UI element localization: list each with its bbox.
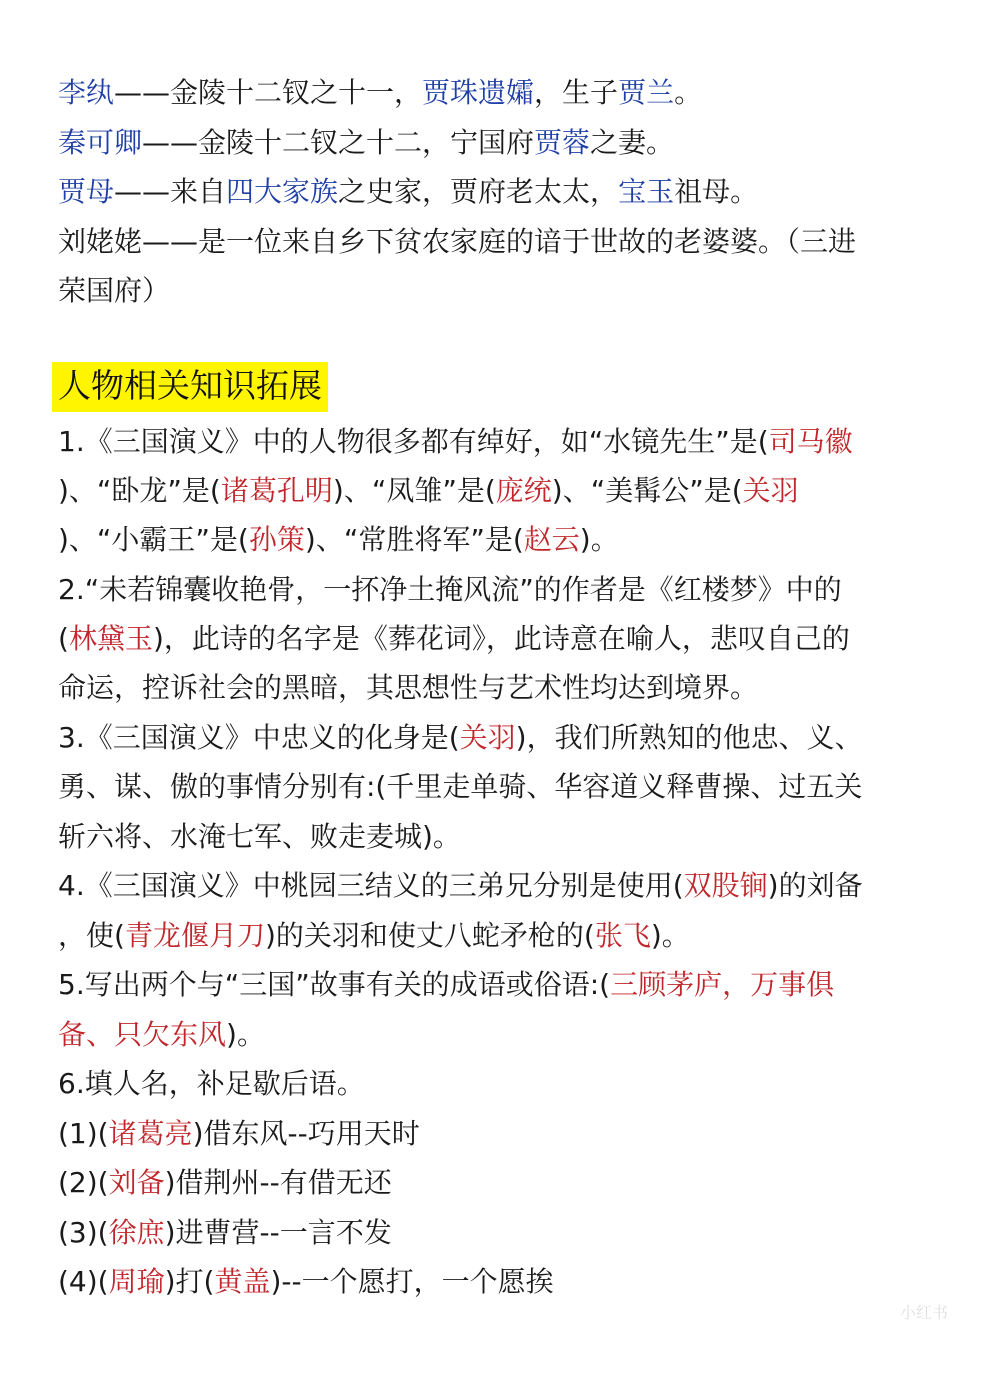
- name-highlight: 贾珠遗孀: [422, 76, 535, 109]
- character-line-jia-mu: [58, 172, 938, 212]
- text-run: ——金陵十二钗之十一，: [114, 76, 423, 109]
- knowledge-item-5: [58, 965, 938, 1005]
- answer-text: 赵云: [523, 523, 580, 556]
- knowledge-item-3-cont: [58, 767, 938, 807]
- text-run: )。: [579, 523, 619, 556]
- text-run: )借荆州--有借无还: [164, 1166, 392, 1199]
- watermark: 小红书: [899, 1303, 948, 1322]
- section-heading: 人物相关知识拓展: [58, 366, 322, 405]
- xiehouyu-item-4: [58, 1262, 938, 1302]
- text-run: )、“常胜将军”是(: [304, 523, 524, 556]
- text-run: 1.《三国演义》中的人物很多都有绰好，如“水镜先生”是(: [58, 425, 769, 458]
- text-run: 5.写出两个与“三国”故事有关的成语或俗语:(: [58, 968, 611, 1001]
- text-run: 2.“未若锦囊收艳骨，一抔净土掩风流”的作者是《红楼梦》中的: [58, 573, 842, 606]
- answer-text: 青龙偃月刀: [124, 919, 265, 952]
- character-line-liu-laolao: [58, 222, 938, 262]
- text-run: 之史家，贾府老太太，: [338, 175, 619, 208]
- knowledge-item-1: [58, 422, 938, 462]
- text-run: )、“小霸王”是(: [58, 523, 249, 556]
- answer-text: 张飞: [594, 919, 651, 952]
- answer-text: 林黛玉: [68, 622, 153, 655]
- text-run: )、“卧龙”是(: [58, 474, 221, 507]
- answer-text: 关羽: [742, 474, 799, 507]
- answer-text: 周瑜: [108, 1265, 165, 1298]
- text-run: )、“凤雏”是(: [332, 474, 496, 507]
- answer-text: 孙策: [248, 523, 305, 556]
- name-highlight: 四大家族: [226, 175, 339, 208]
- text-run: )。: [226, 1018, 265, 1051]
- text-run: )、“美髯公”是(: [551, 474, 743, 507]
- answer-text: 关羽: [459, 721, 516, 754]
- knowledge-item-3: [58, 718, 938, 758]
- knowledge-item-2-cont2: [58, 668, 938, 708]
- text-run: (: [58, 622, 69, 655]
- knowledge-item-2-cont: [58, 619, 938, 659]
- text-run: 3.《三国演义》中忠义的化身是(: [58, 721, 460, 754]
- answer-text: 庞统: [495, 474, 552, 507]
- text-run: )进曹营--一言不发: [164, 1216, 392, 1249]
- character-line-li-wan: [58, 73, 938, 113]
- knowledge-item-1-cont2: [58, 520, 938, 560]
- answer-text: 司马徽: [768, 425, 853, 458]
- text-run: 命运，控诉社会的黑暗，其思想性与艺术性均达到境界。: [58, 671, 759, 704]
- answer-text: 诸葛孔明: [220, 474, 333, 507]
- text-run: (3)(: [58, 1216, 109, 1249]
- answer-text: 徐庶: [108, 1216, 165, 1249]
- knowledge-item-4: [58, 866, 938, 906]
- name-highlight: 秦可卿: [58, 126, 143, 159]
- text-run: )借东风--巧用天时: [192, 1117, 420, 1150]
- answer-text: 三顾茅庐，万事俱: [610, 968, 835, 1001]
- text-run: )的关羽和使丈八蛇矛枪的(: [264, 919, 595, 952]
- text-run: 斩六将、水淹七军、败走麦城)。: [58, 820, 461, 853]
- text-run: ——金陵十二钗之十二，宁国府: [142, 126, 535, 159]
- text-run: 。: [674, 76, 703, 109]
- character-line-qin-keqing: [58, 123, 938, 163]
- text-run: 之妻。: [590, 126, 675, 159]
- text-run: )--一个愿打，一个愿挨: [270, 1265, 554, 1298]
- answer-text: 刘备: [108, 1166, 165, 1199]
- text-run: )，我们所熟知的他忠、义、: [515, 721, 863, 754]
- text-run: 祖母。: [674, 175, 759, 208]
- text-run: )打(: [164, 1265, 215, 1298]
- answer-text: 双股锏: [683, 869, 768, 902]
- text-run: (1)(: [58, 1117, 109, 1150]
- text-run: 刘姥姥——是一位来自乡下贫农家庭的谙于世故的老婆婆。（三进: [58, 225, 857, 258]
- text-run: 4.《三国演义》中桃园三结义的三弟兄分别是使用(: [58, 869, 684, 902]
- name-highlight: 贾兰: [618, 76, 675, 109]
- text-run: )。: [650, 919, 690, 952]
- text-run: ，使(: [58, 919, 125, 952]
- xiehouyu-item-3: [58, 1213, 938, 1253]
- section-heading-highlight: [52, 362, 328, 412]
- answer-text: 诸葛亮: [108, 1117, 193, 1150]
- text-run: (4)(: [58, 1265, 109, 1298]
- xiehouyu-item-2: [58, 1163, 938, 1203]
- name-highlight: 李纨: [58, 76, 115, 109]
- character-line-liu-laolao-cont: [58, 271, 938, 311]
- text-run: ——来自: [114, 175, 227, 208]
- text-run: 勇、谋、傲的事情分别有:(千里走单骑、华容道义释曹操、过五关: [58, 770, 863, 803]
- answer-text: 备、只欠东风: [58, 1018, 227, 1051]
- text-run: )的刘备: [767, 869, 863, 902]
- name-highlight: 贾母: [58, 175, 115, 208]
- answer-text: 黄盖: [214, 1265, 271, 1298]
- name-highlight: 贾蓉: [534, 126, 591, 159]
- text-run: 6.填人名，补足歇后语。: [58, 1067, 365, 1100]
- text-run: ，生子: [534, 76, 619, 109]
- knowledge-item-4-cont: [58, 916, 938, 956]
- knowledge-item-1-cont: [58, 471, 938, 511]
- knowledge-item-6: [58, 1064, 938, 1104]
- xiehouyu-item-1: [58, 1114, 938, 1154]
- knowledge-item-5-cont: [58, 1015, 938, 1055]
- text-run: )，此诗的名字是《葬花词》，此诗意在喻人，悲叹自己的: [152, 622, 850, 655]
- text-run: 荣国府）: [58, 274, 171, 307]
- name-highlight: 宝玉: [618, 175, 675, 208]
- text-run: (2)(: [58, 1166, 109, 1199]
- knowledge-item-2: [58, 570, 938, 610]
- knowledge-item-3-cont2: [58, 817, 938, 857]
